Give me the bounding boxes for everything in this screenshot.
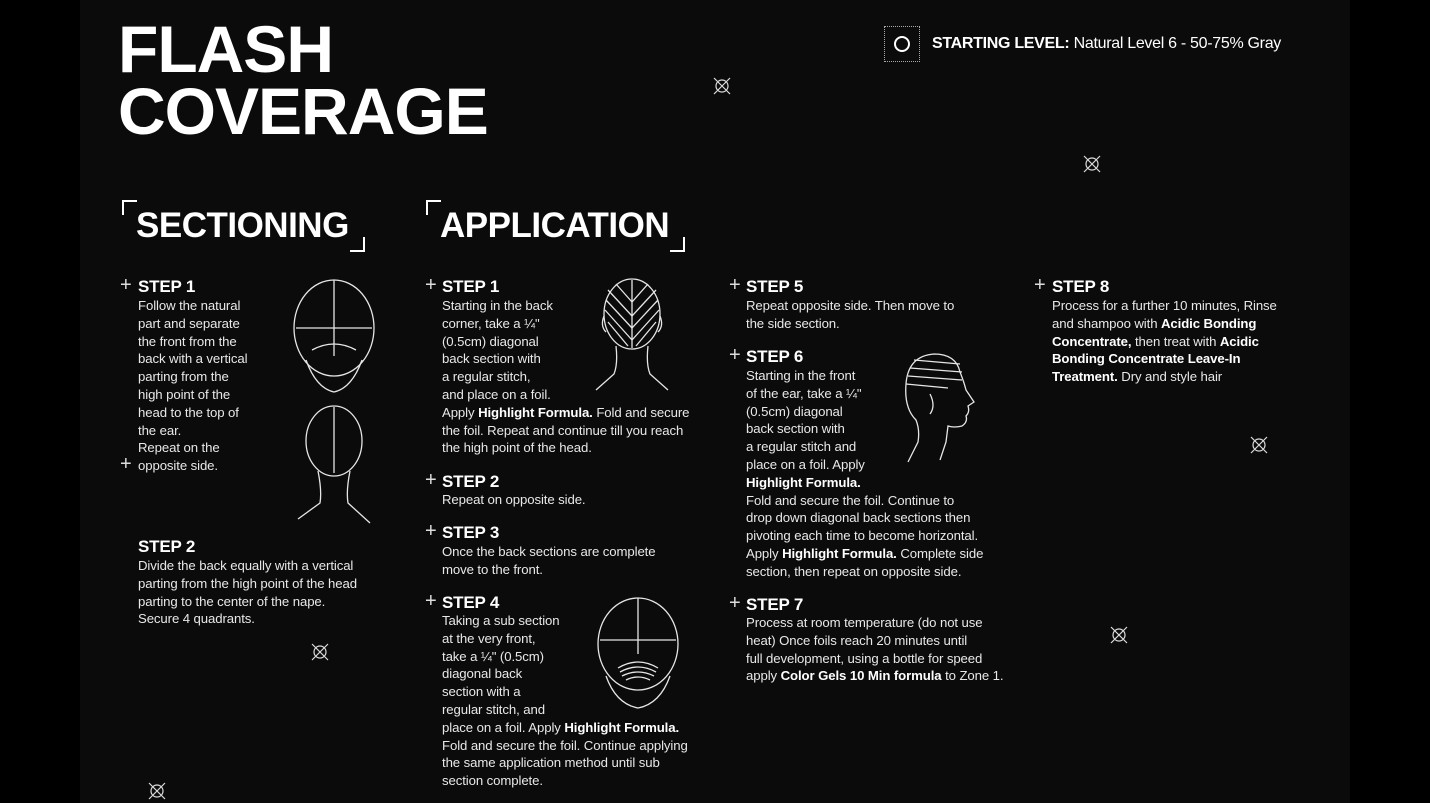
- plus-icon: +: [425, 274, 437, 296]
- head-back-view-icon: [294, 403, 374, 527]
- starting-level-label: STARTING LEVEL:: [932, 35, 1070, 52]
- registration-mark-icon: [712, 76, 732, 96]
- application-step8-title: STEP 8: [1052, 277, 1110, 296]
- application-step8-text: Process for a further 10 minutes, Rinse and shampoo with Acidic Bonding Concentrate, then treat with Acidic Bonding Concentrate Leave-In Treatment. Dry and style hair: [1052, 298, 1277, 385]
- application-step5-title: STEP 5: [746, 277, 804, 296]
- level-icon: [884, 26, 920, 62]
- head-back-stitch-icon: [592, 276, 672, 396]
- plus-icon: +: [120, 453, 132, 475]
- plus-icon: +: [729, 344, 741, 366]
- application-step6-title: STEP 6: [746, 347, 804, 366]
- sectioning-step1-text: Follow the natural part and separate the front from the back with a vertical parting from the high point of the head to the top of the ear. Repeat on the opposite side.: [138, 298, 248, 474]
- application-step2-text: Repeat on opposite side.: [442, 492, 586, 507]
- plus-icon: +: [729, 274, 741, 296]
- application-step7-text: Process at room temperature (do not use heat) Once foils reach 20 minutes until full development, using a bottle for speed apply Color Gels 10 Min formula to Zone 1.: [746, 615, 1004, 684]
- head-top-view-icon: [290, 276, 380, 396]
- application-step5-text: Repeat opposite side. Then move to the side section.: [746, 298, 955, 331]
- plus-icon: +: [1034, 274, 1046, 296]
- plus-icon: +: [425, 520, 437, 542]
- head-top-front-stitch-icon: [592, 594, 684, 716]
- application-step3-title: STEP 3: [442, 523, 500, 542]
- starting-level: [884, 26, 1281, 62]
- application-step3-text: Once the back sections are complete move to the front.: [442, 544, 656, 577]
- page-title: FLASH COVERAGE: [118, 12, 488, 148]
- application-step6-text: Starting in the front of the ear, take a ¼" (0.5cm) diagonal back section with a regular stitch and place on a foil. Apply Highlight Formula. Fold and secure the foil. Continue to drop down diagonal back sections then pivoting each time to become horizontal. Apply Highlight Formula. Complete side section, then repeat on opposite side.: [746, 368, 984, 579]
- plus-icon: +: [425, 590, 437, 612]
- application-step1-title: STEP 1: [442, 277, 500, 296]
- sectioning-step2-title: STEP 2: [138, 537, 196, 556]
- sectioning-step2-text: Divide the back equally with a vertical parting from the high point of the head parting to the center of the nape. Secure 4 quadrants.: [138, 558, 357, 627]
- plus-icon: +: [425, 469, 437, 491]
- application-step4-title: STEP 4: [442, 593, 500, 612]
- registration-mark-icon: [1109, 625, 1129, 645]
- registration-mark-icon: [310, 642, 330, 662]
- application-heading: APPLICATION: [426, 200, 685, 246]
- sectioning-step1-title: STEP 1: [138, 277, 196, 296]
- registration-mark-icon: [1249, 435, 1269, 455]
- registration-mark-icon: [1082, 154, 1102, 174]
- registration-mark-icon: [147, 781, 167, 801]
- sectioning-heading: SECTIONING: [122, 200, 365, 246]
- plus-icon: +: [120, 274, 132, 296]
- application-step4-text: Taking a sub section at the very front, take a ¼" (0.5cm) diagonal back section with a regular stitch, and place on a foil. Apply Highlight Formula. Fold and secure the foil. Continue applying the same application method until sub section complete.: [442, 613, 688, 789]
- plus-icon: +: [729, 592, 741, 614]
- head-side-profile-icon: [900, 350, 982, 466]
- application-step7-title: STEP 7: [746, 595, 804, 614]
- application-step1-text: Starting in the back corner, take a ¼" (0.5cm) diagonal back section with a regular stitch, and place on a foil. Apply Highlight Formula. Fold and secure the foil. Repeat and continue till you reach the high point of the head.: [442, 298, 690, 456]
- starting-level-value: Natural Level 6 - 50-75% Gray: [1073, 35, 1281, 52]
- application-step2-title: STEP 2: [442, 472, 500, 491]
